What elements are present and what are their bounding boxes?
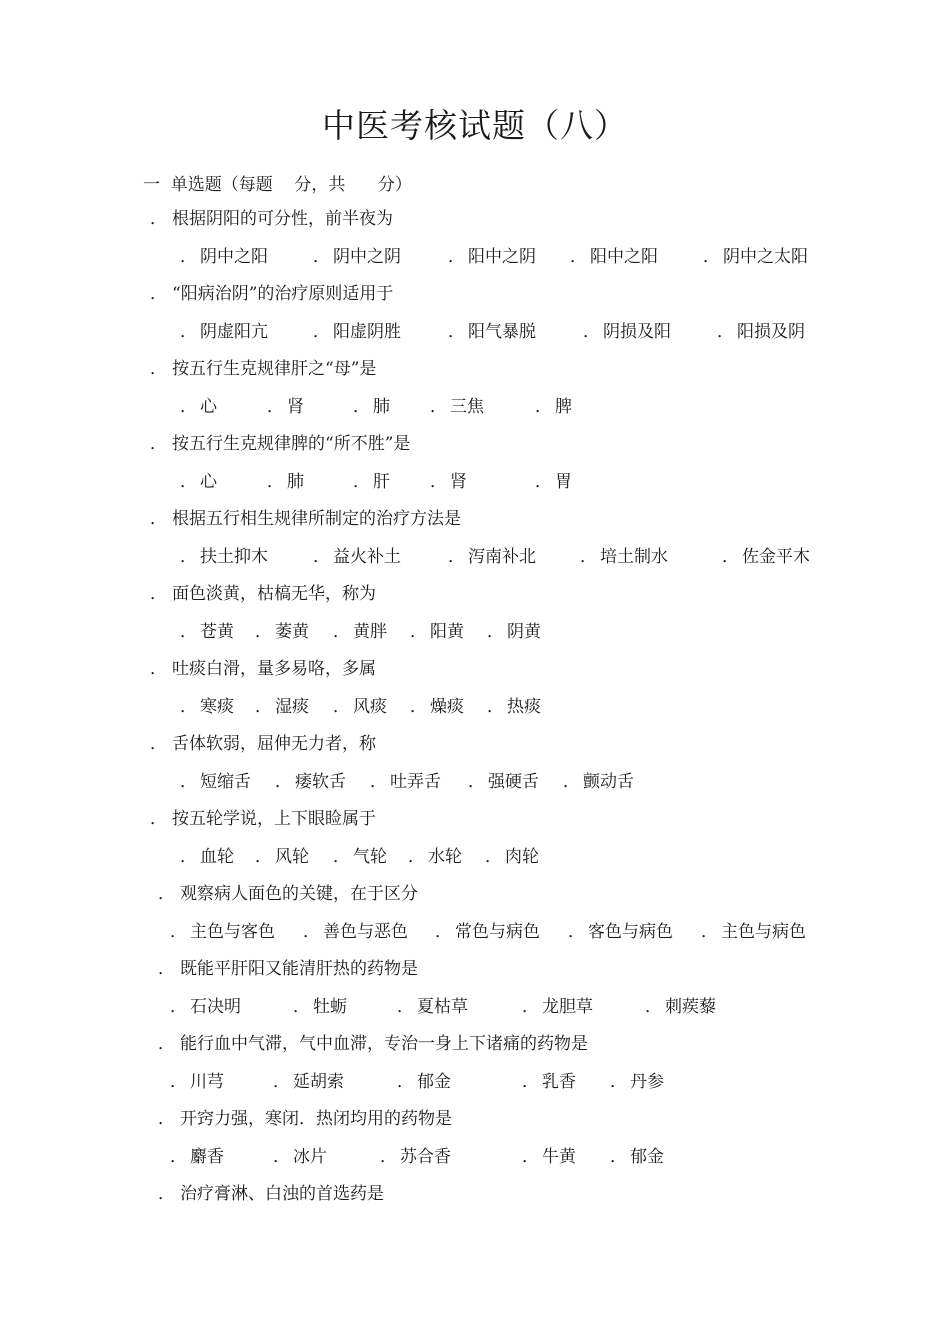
option-text: 冰片 <box>293 1146 327 1167</box>
question-list <box>150 205 870 1218</box>
option-text: 痿软舌 <box>295 771 346 792</box>
option-text: 扶土抑木 <box>200 546 268 567</box>
option-text: 阳虚阴胜 <box>333 321 401 342</box>
option-letter-dot: ． <box>410 696 427 717</box>
option-text: 益火补土 <box>333 546 401 567</box>
question-stem <box>150 205 870 243</box>
option-text: 阳损及阴 <box>737 321 805 342</box>
answer-option <box>535 393 572 421</box>
answer-option <box>430 393 484 421</box>
answer-option <box>180 693 234 721</box>
option-text: 阴中之太阳 <box>723 246 808 267</box>
answer-option <box>430 468 467 496</box>
option-letter-dot: ． <box>722 546 739 567</box>
answer-option <box>580 543 668 571</box>
answer-option <box>370 768 441 796</box>
question-stem <box>150 955 870 993</box>
answer-option <box>522 993 593 1021</box>
option-letter-dot: ． <box>180 471 197 492</box>
option-text: 萎黄 <box>275 621 309 642</box>
answer-option <box>397 1068 451 1096</box>
answer-option <box>255 693 309 721</box>
option-text: 郁金 <box>630 1146 664 1167</box>
question-stem <box>150 280 870 318</box>
answer-option <box>485 843 539 871</box>
option-letter-dot: ． <box>303 921 320 942</box>
option-letter-dot: ． <box>180 396 197 417</box>
option-letter-dot: ． <box>563 771 580 792</box>
answer-option <box>408 843 462 871</box>
option-letter-dot: ． <box>353 396 370 417</box>
option-text: 主色与病色 <box>721 921 806 942</box>
answer-option <box>180 543 268 571</box>
option-letter-dot: ． <box>610 1146 627 1167</box>
option-text: 苏合香 <box>400 1146 451 1167</box>
answer-option <box>170 1143 224 1171</box>
option-letter-dot: ． <box>397 996 414 1017</box>
answer-option <box>303 918 408 946</box>
option-letter-dot: ． <box>180 696 197 717</box>
answer-option <box>522 1143 576 1171</box>
option-text: 夏枯草 <box>417 996 468 1017</box>
options-row <box>150 468 870 506</box>
option-letter-dot: ． <box>487 621 504 642</box>
option-text: 麝香 <box>190 1146 224 1167</box>
option-letter-dot: ． <box>435 921 452 942</box>
question-stem <box>150 505 870 543</box>
option-text: 阳中之阳 <box>590 246 658 267</box>
question-stem <box>150 430 870 468</box>
option-text: 寒痰 <box>200 696 234 717</box>
answer-option <box>448 318 536 346</box>
options-row <box>150 768 870 806</box>
question-stem <box>150 1180 870 1218</box>
answer-option <box>448 543 536 571</box>
answer-option <box>535 468 572 496</box>
answer-option <box>610 1143 664 1171</box>
question-number-dot: ． <box>150 209 167 229</box>
question-number-dot: ． <box>150 809 167 829</box>
answer-option <box>722 543 810 571</box>
option-text: 黄胖 <box>353 621 387 642</box>
option-text: 水轮 <box>428 846 462 867</box>
option-letter-dot: ． <box>170 996 187 1017</box>
option-letter-dot: ． <box>448 321 465 342</box>
option-letter-dot: ． <box>487 696 504 717</box>
option-text: 心 <box>200 396 217 417</box>
question-number-dot: ． <box>158 1034 175 1054</box>
question-text: 舌体软弱，屈伸无力者，称 <box>172 734 376 754</box>
option-text: 乳香 <box>542 1071 576 1092</box>
answer-option <box>267 393 304 421</box>
option-text: 三焦 <box>450 396 484 417</box>
option-text: 善色与恶色 <box>323 921 408 942</box>
option-text: 阳黄 <box>430 621 464 642</box>
question-number-dot: ． <box>158 959 175 979</box>
answer-option <box>583 318 671 346</box>
option-text: 颤动舌 <box>583 771 634 792</box>
option-letter-dot: ． <box>717 321 734 342</box>
question-number-dot: ． <box>150 509 167 529</box>
answer-option <box>435 918 540 946</box>
option-text: 阴虚阳亢 <box>200 321 268 342</box>
question-stem <box>150 880 870 918</box>
answer-option <box>170 1068 224 1096</box>
answer-option <box>522 1068 576 1096</box>
answer-option <box>333 843 387 871</box>
option-text: 丹参 <box>630 1071 664 1092</box>
option-letter-dot: ． <box>522 1146 539 1167</box>
option-letter-dot: ． <box>313 546 330 567</box>
options-row <box>150 393 870 431</box>
option-text: 佐金平木 <box>742 546 810 567</box>
answer-option <box>180 468 217 496</box>
option-letter-dot: ． <box>273 1071 290 1092</box>
question-stem <box>150 655 870 693</box>
option-letter-dot: ． <box>170 1071 187 1092</box>
options-row <box>150 843 870 881</box>
option-letter-dot: ． <box>408 846 425 867</box>
option-letter-dot: ． <box>333 696 350 717</box>
option-text: 苍黄 <box>200 621 234 642</box>
options-row <box>150 618 870 656</box>
answer-option <box>353 393 390 421</box>
answer-option <box>313 543 401 571</box>
option-text: 泻南补北 <box>468 546 536 567</box>
answer-option <box>313 243 401 271</box>
option-text: 血轮 <box>200 846 234 867</box>
option-text: 牛黄 <box>542 1146 576 1167</box>
answer-option <box>255 843 309 871</box>
answer-option <box>701 918 806 946</box>
option-text: 常色与病色 <box>455 921 540 942</box>
option-letter-dot: ． <box>353 471 370 492</box>
answer-option <box>313 318 401 346</box>
option-text: 石决明 <box>190 996 241 1017</box>
option-letter-dot: ． <box>448 246 465 267</box>
question-text: 根据阴阳的可分性，前半夜为 <box>172 209 393 229</box>
question-number-dot: ． <box>150 584 167 604</box>
question-text: 按五行生克规律脾的“所不胜”是 <box>172 434 411 454</box>
option-text: 脾 <box>555 396 572 417</box>
option-letter-dot: ． <box>522 1071 539 1092</box>
option-letter-dot: ． <box>333 846 350 867</box>
answer-option <box>255 618 309 646</box>
question-text: 能行血中气滞，气中血滞，专治一身上下诸痛的药物是 <box>180 1034 588 1054</box>
answer-option <box>180 618 234 646</box>
options-row <box>150 993 870 1031</box>
option-letter-dot: ． <box>180 246 197 267</box>
option-text: 培土制水 <box>600 546 668 567</box>
question-text: 按五行生克规律肝之“母”是 <box>172 359 377 379</box>
answer-option <box>380 1143 451 1171</box>
option-text: 延胡索 <box>293 1071 344 1092</box>
option-letter-dot: ． <box>468 771 485 792</box>
answer-option <box>717 318 805 346</box>
answer-option <box>273 1068 344 1096</box>
answer-option <box>397 993 468 1021</box>
answer-option <box>568 918 673 946</box>
option-letter-dot: ． <box>313 321 330 342</box>
answer-option <box>353 468 390 496</box>
question-text: 按五轮学说，上下眼睑属于 <box>172 809 376 829</box>
option-text: 风痰 <box>353 696 387 717</box>
option-text: 主色与客色 <box>190 921 275 942</box>
option-text: 川芎 <box>190 1071 224 1092</box>
option-letter-dot: ． <box>370 771 387 792</box>
option-text: 吐弄舌 <box>390 771 441 792</box>
option-letter-dot: ． <box>701 921 718 942</box>
answer-option <box>563 768 634 796</box>
answer-option <box>170 918 275 946</box>
option-letter-dot: ． <box>485 846 502 867</box>
question-text: 观察病人面色的关键，在于区分 <box>180 884 418 904</box>
option-text: 热痰 <box>507 696 541 717</box>
answer-option <box>487 693 541 721</box>
option-letter-dot: ． <box>255 621 272 642</box>
option-letter-dot: ． <box>583 321 600 342</box>
options-row <box>150 918 870 956</box>
answer-option <box>180 768 251 796</box>
option-text: 阳中之阴 <box>468 246 536 267</box>
answer-option <box>610 1068 664 1096</box>
option-letter-dot: ． <box>703 246 720 267</box>
question-text: 根据五行相生规律所制定的治疗方法是 <box>172 509 461 529</box>
option-letter-dot: ． <box>275 771 292 792</box>
option-text: 牡蛎 <box>313 996 347 1017</box>
answer-option <box>333 618 387 646</box>
answer-option <box>170 993 241 1021</box>
option-text: 风轮 <box>275 846 309 867</box>
answer-option <box>333 693 387 721</box>
option-letter-dot: ． <box>535 396 552 417</box>
question-text: 治疗膏淋、白浊的首选药是 <box>180 1184 384 1204</box>
option-text: 气轮 <box>353 846 387 867</box>
answer-option <box>273 1143 327 1171</box>
question-stem <box>150 580 870 618</box>
question-stem <box>150 355 870 393</box>
option-letter-dot: ． <box>180 546 197 567</box>
question-stem <box>150 1030 870 1068</box>
option-letter-dot: ． <box>430 471 447 492</box>
option-text: 阳气暴脱 <box>468 321 536 342</box>
answer-option <box>468 768 539 796</box>
option-letter-dot: ． <box>273 1146 290 1167</box>
option-letter-dot: ． <box>313 246 330 267</box>
question-number-dot: ． <box>158 1109 175 1129</box>
option-letter-dot: ． <box>255 696 272 717</box>
question-number-dot: ． <box>150 284 167 304</box>
option-letter-dot: ． <box>170 1146 187 1167</box>
answer-option <box>180 393 217 421</box>
option-letter-dot: ． <box>380 1146 397 1167</box>
question-stem <box>150 1105 870 1143</box>
option-text: 客色与病色 <box>588 921 673 942</box>
question-stem <box>150 730 870 768</box>
question-text: 面色淡黄，枯槁无华，称为 <box>172 584 376 604</box>
section-heading: 一 单选题（每题 分，共 分） <box>143 175 412 195</box>
option-text: 肾 <box>287 396 304 417</box>
question-number-dot: ． <box>150 434 167 454</box>
answer-option <box>487 618 541 646</box>
option-letter-dot: ． <box>580 546 597 567</box>
option-letter-dot: ． <box>448 546 465 567</box>
option-letter-dot: ． <box>180 846 197 867</box>
option-letter-dot: ． <box>610 1071 627 1092</box>
answer-option <box>410 693 464 721</box>
answer-option <box>267 468 304 496</box>
option-text: 胃 <box>555 471 572 492</box>
option-letter-dot: ． <box>180 621 197 642</box>
options-row <box>150 693 870 731</box>
option-text: 肉轮 <box>505 846 539 867</box>
option-text: 肺 <box>287 471 304 492</box>
answer-option <box>570 243 658 271</box>
option-text: 肺 <box>373 396 390 417</box>
answer-option <box>293 993 347 1021</box>
option-text: 燥痰 <box>430 696 464 717</box>
options-row <box>150 318 870 356</box>
option-letter-dot: ． <box>568 921 585 942</box>
option-text: 郁金 <box>417 1071 451 1092</box>
question-number-dot: ． <box>158 1184 175 1204</box>
options-row <box>150 1068 870 1106</box>
answer-option <box>645 993 716 1021</box>
option-text: 阴损及阳 <box>603 321 671 342</box>
options-row <box>150 543 870 581</box>
option-text: 湿痰 <box>275 696 309 717</box>
answer-option <box>180 843 234 871</box>
option-letter-dot: ． <box>645 996 662 1017</box>
options-row <box>150 243 870 281</box>
option-letter-dot: ． <box>255 846 272 867</box>
option-text: 肝 <box>373 471 390 492</box>
option-letter-dot: ． <box>267 396 284 417</box>
option-letter-dot: ． <box>535 471 552 492</box>
question-stem <box>150 805 870 843</box>
option-letter-dot: ． <box>293 996 310 1017</box>
option-text: 强硬舌 <box>488 771 539 792</box>
answer-option <box>180 243 268 271</box>
option-text: 阴黄 <box>507 621 541 642</box>
question-text: 吐痰白滑，量多易咯，多属 <box>172 659 376 679</box>
question-number-dot: ． <box>150 734 167 754</box>
answer-option <box>180 318 268 346</box>
question-text: 开窍力强，寒闭．热闭均用的药物是 <box>180 1109 452 1129</box>
document-title: 中医考核试题（八） <box>322 106 628 145</box>
option-letter-dot: ． <box>170 921 187 942</box>
option-letter-dot: ． <box>267 471 284 492</box>
answer-option <box>703 243 808 271</box>
option-letter-dot: ． <box>333 621 350 642</box>
answer-option <box>448 243 536 271</box>
option-text: 短缩舌 <box>200 771 251 792</box>
option-text: 阴中之阴 <box>333 246 401 267</box>
answer-option <box>410 618 464 646</box>
option-letter-dot: ． <box>180 321 197 342</box>
question-text: “阳病治阴”的治疗原则适用于 <box>172 284 394 304</box>
option-letter-dot: ． <box>430 396 447 417</box>
question-number-dot: ． <box>150 359 167 379</box>
option-text: 龙胆草 <box>542 996 593 1017</box>
question-text: 既能平肝阳又能清肝热的药物是 <box>180 959 418 979</box>
option-letter-dot: ． <box>180 771 197 792</box>
option-letter-dot: ． <box>410 621 427 642</box>
options-row <box>150 1143 870 1181</box>
question-number-dot: ． <box>158 884 175 904</box>
option-text: 心 <box>200 471 217 492</box>
option-text: 刺蒺藜 <box>665 996 716 1017</box>
option-letter-dot: ． <box>522 996 539 1017</box>
option-letter-dot: ． <box>570 246 587 267</box>
option-text: 肾 <box>450 471 467 492</box>
option-letter-dot: ． <box>397 1071 414 1092</box>
question-number-dot: ． <box>150 659 167 679</box>
option-text: 阴中之阳 <box>200 246 268 267</box>
answer-option <box>275 768 346 796</box>
